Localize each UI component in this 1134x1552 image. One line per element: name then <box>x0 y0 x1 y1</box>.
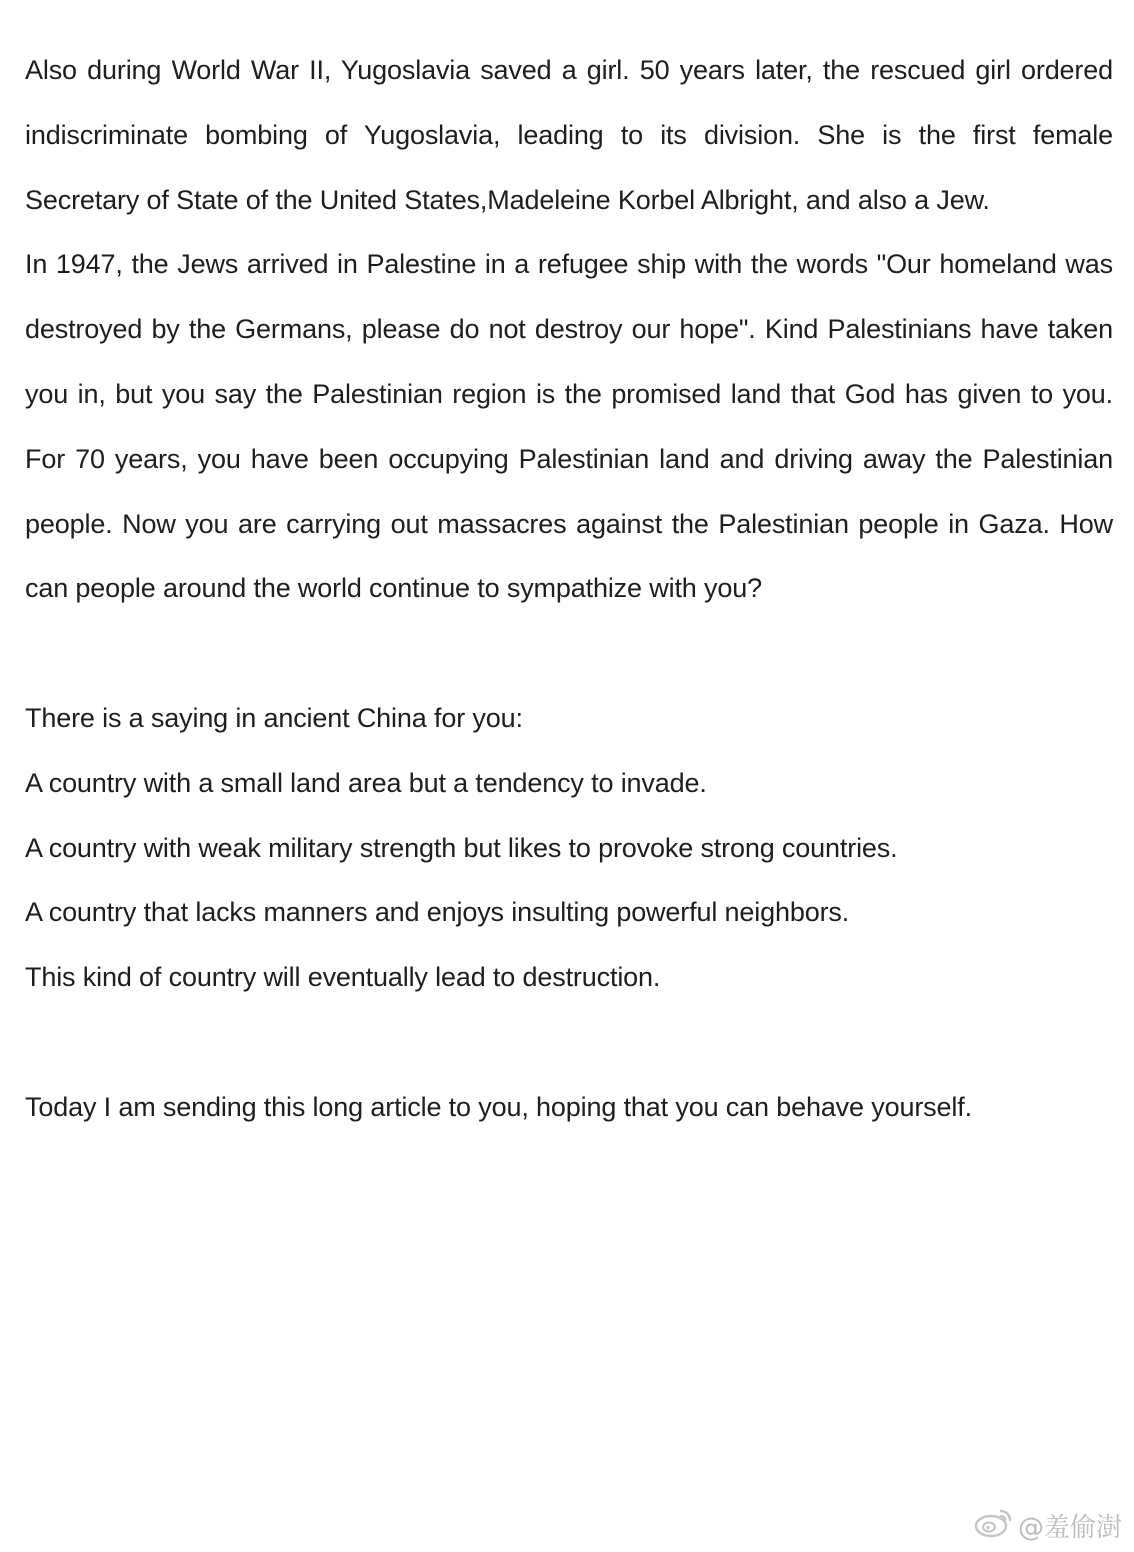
closing-line: Today I am sending this long article to you, hoping that you can behave yourself. <box>25 1091 972 1122</box>
watermark-text: @羞偷澍 <box>1017 1513 1122 1543</box>
paragraph-palestine: In 1947, the Jews arrived in Palestine in a refugee ship with the words "Our homeland was destroyed by the Germans, please do not destroy our hope". Kind Palestinians have taken you in, but you say the Palestinian region is the promised land that God has given to you. For 70 years, you have been occupying Palestinian land and driving away the Palestinian people. Now you are carrying out massacres against the Palestinian people in Gaza. How can people around the world continue to sympathize with you? <box>25 249 1113 604</box>
spacer <box>25 621 1113 686</box>
watermark <box>974 1505 1122 1546</box>
saying-line: A country with weak military strength but likes to provoke strong countries. <box>25 832 898 863</box>
weibo-logo-icon <box>974 1505 1014 1546</box>
saying-line: A country that lacks manners and enjoys insulting powerful neighbors. <box>25 897 850 928</box>
saying-line: This kind of country will eventually lead to destruction. <box>25 962 661 993</box>
saying-line: A country with a small land area but a tendency to invade. <box>25 767 707 798</box>
saying-intro: There is a saying in ancient China for you: <box>25 702 523 733</box>
paragraph-albright: Also during World War II, Yugoslavia saved a girl. 50 years later, the rescued girl ordered indiscriminate bombing of Yugoslavia, leading to its division. She is the first female Secretary of State of the United States,Madeleine Korbel Albright, and also a Jew. <box>25 55 1113 215</box>
article-body <box>25 38 1113 1140</box>
spacer <box>25 1010 1113 1075</box>
